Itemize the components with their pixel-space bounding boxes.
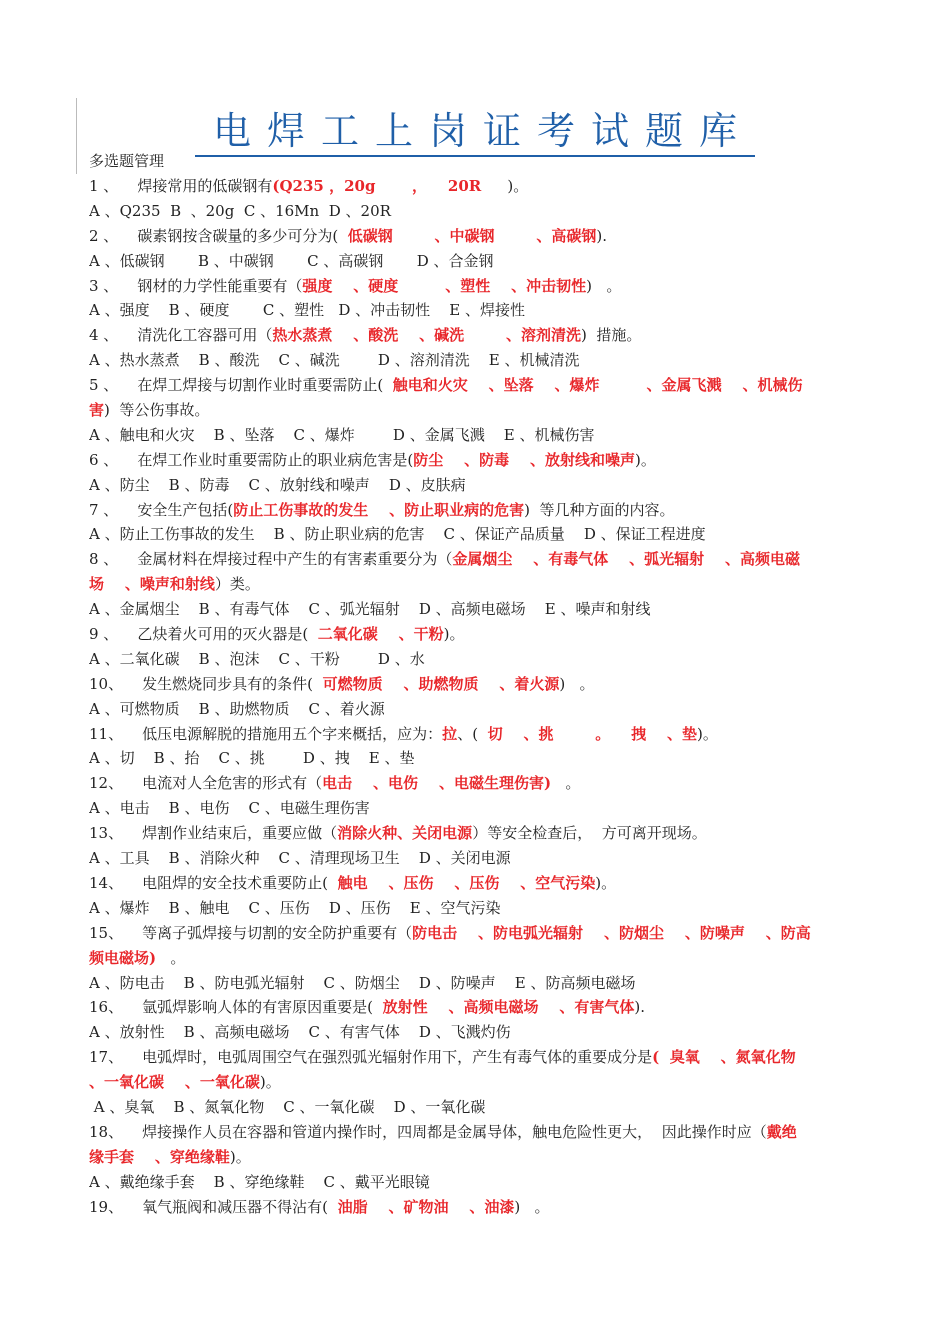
text-line [89, 373, 861, 398]
answer-text: 戴绝 [766, 1122, 797, 1141]
question-text: ). [634, 998, 645, 1017]
text-line [89, 448, 861, 473]
text-line [89, 274, 861, 299]
question-list [89, 174, 861, 1219]
question-text: 13、 焊割作业结束后，重要应做（ [89, 824, 338, 843]
question-text: ) 。 [586, 276, 622, 295]
question-text: A 、可燃物质 B 、助燃物质 C 、着火源 [89, 699, 385, 718]
text-line [89, 946, 861, 971]
answer-text: 、一氧化碳 、一氧化碳 [89, 1073, 260, 1092]
question-text: ) 等几种方面的内容。 [524, 500, 675, 519]
text-line [89, 647, 861, 672]
answer-text: 防尘 、防毒 、放射线和噪声 [413, 450, 636, 469]
answer-text: 触电和火灾 、坠落 、爆炸 、金属飞溅 、机械伤 [392, 376, 803, 395]
answer-text: 可燃物质 、助燃物质 、着火源 [322, 674, 560, 693]
answer-text: 强度 、硬度 、塑性 、冲击韧性 [302, 276, 587, 295]
question-text: )。 [259, 1073, 281, 1092]
question-text: A 、防电击 B 、防电弧光辐射 C 、防烟尘 D 、防噪声 E 、防高频电磁场 [89, 973, 636, 992]
answer-text: 二氧化碳 、干粉 [317, 625, 444, 644]
answer-text: 防电击 、防电弧光辐射 、防烟尘 、防噪声 、防高 [412, 923, 811, 942]
question-text: A 、热水蒸煮 B 、酸洗 C 、碱洗 D 、溶剂清洗 E 、机械清洗 [89, 351, 580, 370]
question-text: 。 [551, 774, 581, 793]
question-text: 18、 焊接操作人员在容器和管道内操作时，四周都是金属导体，触电危险性更大， 因此操作时应（ [89, 1122, 767, 1141]
answer-text: 拉 [442, 724, 458, 743]
question-text: ). [596, 226, 607, 245]
text-line [89, 199, 861, 224]
question-text: ）类。 [214, 575, 260, 594]
text-line [89, 522, 861, 547]
answer-text: (Q235 ，20g ， 20R [272, 177, 508, 195]
answer-text: 场 、噪声和射线 [89, 575, 215, 594]
text-line [89, 995, 861, 1020]
text-line [89, 224, 861, 249]
text-line [89, 771, 861, 796]
text-line [89, 871, 861, 896]
text-line [89, 348, 861, 373]
text-line [89, 1070, 861, 1095]
text-line [89, 1020, 861, 1045]
question-text: 15、 等离子弧焊接与切割的安全防护重要有（ [89, 923, 413, 942]
question-text: A 、放射性 B 、高频电磁场 C 、有害气体 D 、飞溅灼伤 [89, 1023, 511, 1042]
text-line [89, 423, 861, 448]
text-line [89, 796, 861, 821]
question-text: 10、 发生燃烧同步具有的条件( [89, 674, 323, 693]
text-line [89, 1195, 861, 1220]
question-text: 4 、 清洗化工容器可用（ [89, 326, 273, 345]
text-line [89, 846, 861, 871]
question-text: A 、切 B 、抬 C 、挑 D 、拽 E 、垫 [89, 749, 415, 768]
text-line [89, 1095, 861, 1120]
question-text: A 、防止工伤事故的发生 B 、防止职业病的危害 C 、保证产品质量 D 、保证工程进度 [89, 525, 706, 544]
text-line [89, 597, 861, 622]
question-text: 。 [156, 948, 186, 967]
answer-text: 油脂 、矿物油 、油漆 [337, 1197, 515, 1216]
text-line [89, 672, 861, 697]
question-text: A 、二氧化碳 B 、泡沫 C 、干粉 D 、水 [89, 649, 425, 668]
question-text: A 、低碳钢 B 、中碳钢 C 、高碳钢 D 、合金钢 [89, 251, 494, 270]
question-text: 17、 电弧焊时，电弧周围空气在强烈弧光辐射作用下，产生有毒气体的重要成分是 [89, 1048, 653, 1067]
page-title: 电焊工上岗证考试题库 [0, 100, 950, 155]
question-text: 1 、 焊接常用的低碳钢有 [89, 177, 273, 195]
question-text: 3 、 钢材的力学性能重要有（ [89, 276, 303, 295]
answer-text: 触电 、压伤 、压伤 、空气污染 [337, 873, 596, 892]
question-text: )。 [635, 450, 656, 469]
answer-text: 放射性 、高频电磁场 、有害气体 [382, 998, 635, 1017]
question-text: ) 等公伤事故。 [104, 401, 210, 420]
answer-text: 切 、挑 。 拽 、垫 [487, 724, 698, 743]
answer-text: 低碳钢 、中碳钢 、高碳钢 [347, 226, 597, 245]
text-line [89, 473, 861, 498]
answer-text: 防止工伤事故的发生 、防止职业病的危害 [233, 500, 525, 519]
text-line [89, 821, 861, 846]
answer-text: ( 臭氧 、氮氧化物 [652, 1048, 796, 1067]
question-text: A 、工具 B 、消除火种 C 、清理现场卫生 D 、关闭电源 [89, 849, 511, 868]
question-text: 19、 氧气瓶阀和减压器不得沾有( [89, 1197, 338, 1216]
question-text: A 、Q235 B 、20g C 、16Mn D 、20R [89, 201, 391, 220]
question-text: A 、臭氧 B 、氮氧化物 C 、一氧化碳 D 、一氧化碳 [89, 1097, 486, 1116]
question-text: A 、强度 B 、硬度 C 、塑性 D 、冲击韧性 E 、焊接性 [89, 301, 525, 320]
question-text: )。 [229, 1147, 251, 1166]
text-line [89, 572, 861, 597]
question-text: 9 、 乙炔着火可用的灭火器是( [89, 625, 318, 644]
question-text: 11、 低压电源解脱的措施用五个字来概括，应为： [89, 724, 443, 743]
answer-text: 电击 、电伤 、电磁生理伤害) [322, 774, 552, 793]
question-text: A 、电击 B 、电伤 C 、电磁生理伤害 [89, 799, 370, 818]
text-line [89, 921, 861, 946]
text-line [89, 971, 861, 996]
text-line [89, 896, 861, 921]
text-line [89, 1170, 861, 1195]
question-text: A 、防尘 B 、防毒 C 、放射线和噪声 D 、皮肤病 [89, 475, 466, 494]
question-text: 16、 氩弧焊影响人体的有害原因重要是( [89, 998, 383, 1017]
question-text: 、( [457, 724, 488, 743]
section-heading: 多选题管理 [89, 152, 165, 170]
question-text: A 、戴绝缘手套 B 、穿绝缘鞋 C 、戴平光眼镜 [89, 1172, 430, 1191]
text-line [89, 1145, 861, 1170]
question-text: ) 措施。 [580, 326, 642, 345]
answer-text: 害 [89, 401, 105, 420]
text-line [89, 1045, 861, 1070]
text-line [89, 249, 861, 274]
question-text: 12、 电流对人全危害的形式有（ [89, 774, 323, 793]
question-text: A 、触电和火灾 B 、坠落 C 、爆炸 D 、金属飞溅 E 、机械伤害 [89, 425, 595, 444]
question-text: )。 [507, 177, 529, 195]
question-text: ）等安全检查后， 方可离开现场。 [472, 824, 707, 843]
question-text: 2 、 碳素钢按含碳量的多少可分为( [89, 226, 348, 245]
question-text: A 、爆炸 B 、触电 C 、压伤 D 、压伤 E 、空气污染 [89, 898, 501, 917]
text-line [89, 1120, 861, 1145]
question-text: 14、 电阻焊的安全技术重要防止( [89, 873, 338, 892]
question-text: 7 、 安全生产包括( [89, 500, 234, 519]
text-line [89, 398, 861, 423]
question-text: 8 、 金属材料在焊接过程中产生的有害素重要分为（ [89, 550, 453, 569]
question-text: 5 、 在焊工焊接与切割作业时重要需防止( [89, 376, 393, 395]
text-line [89, 298, 861, 323]
answer-text: 金属烟尘 、有毒气体 、弧光辐射 、高频电磁 [452, 550, 801, 569]
text-line [89, 174, 861, 199]
text-line [89, 746, 861, 771]
text-line [89, 547, 861, 572]
question-text: )。 [595, 873, 617, 892]
answer-text: 消除火种、关闭电源 [337, 824, 473, 843]
question-text: ) 。 [559, 674, 595, 693]
question-text: 6 、 在焊工作业时重要需防止的职业病危害是( [89, 450, 414, 469]
question-text: )。 [443, 625, 465, 644]
question-text: ) 。 [514, 1197, 550, 1216]
answer-text: 缘手套 、穿绝缘鞋 [89, 1147, 230, 1166]
question-text: A 、金属烟尘 B 、有毒气体 C 、弧光辐射 D 、高频电磁场 E 、噪声和射线 [89, 600, 651, 619]
text-line [89, 722, 861, 747]
text-line [89, 697, 861, 722]
text-line [89, 498, 861, 523]
answer-text: 热水蒸煮 、酸洗 、碱洗 、溶剂清洗 [272, 326, 581, 345]
question-text: )。 [697, 724, 718, 743]
text-line [89, 622, 861, 647]
text-line [89, 323, 861, 348]
answer-text: 频电磁场) [89, 948, 157, 967]
